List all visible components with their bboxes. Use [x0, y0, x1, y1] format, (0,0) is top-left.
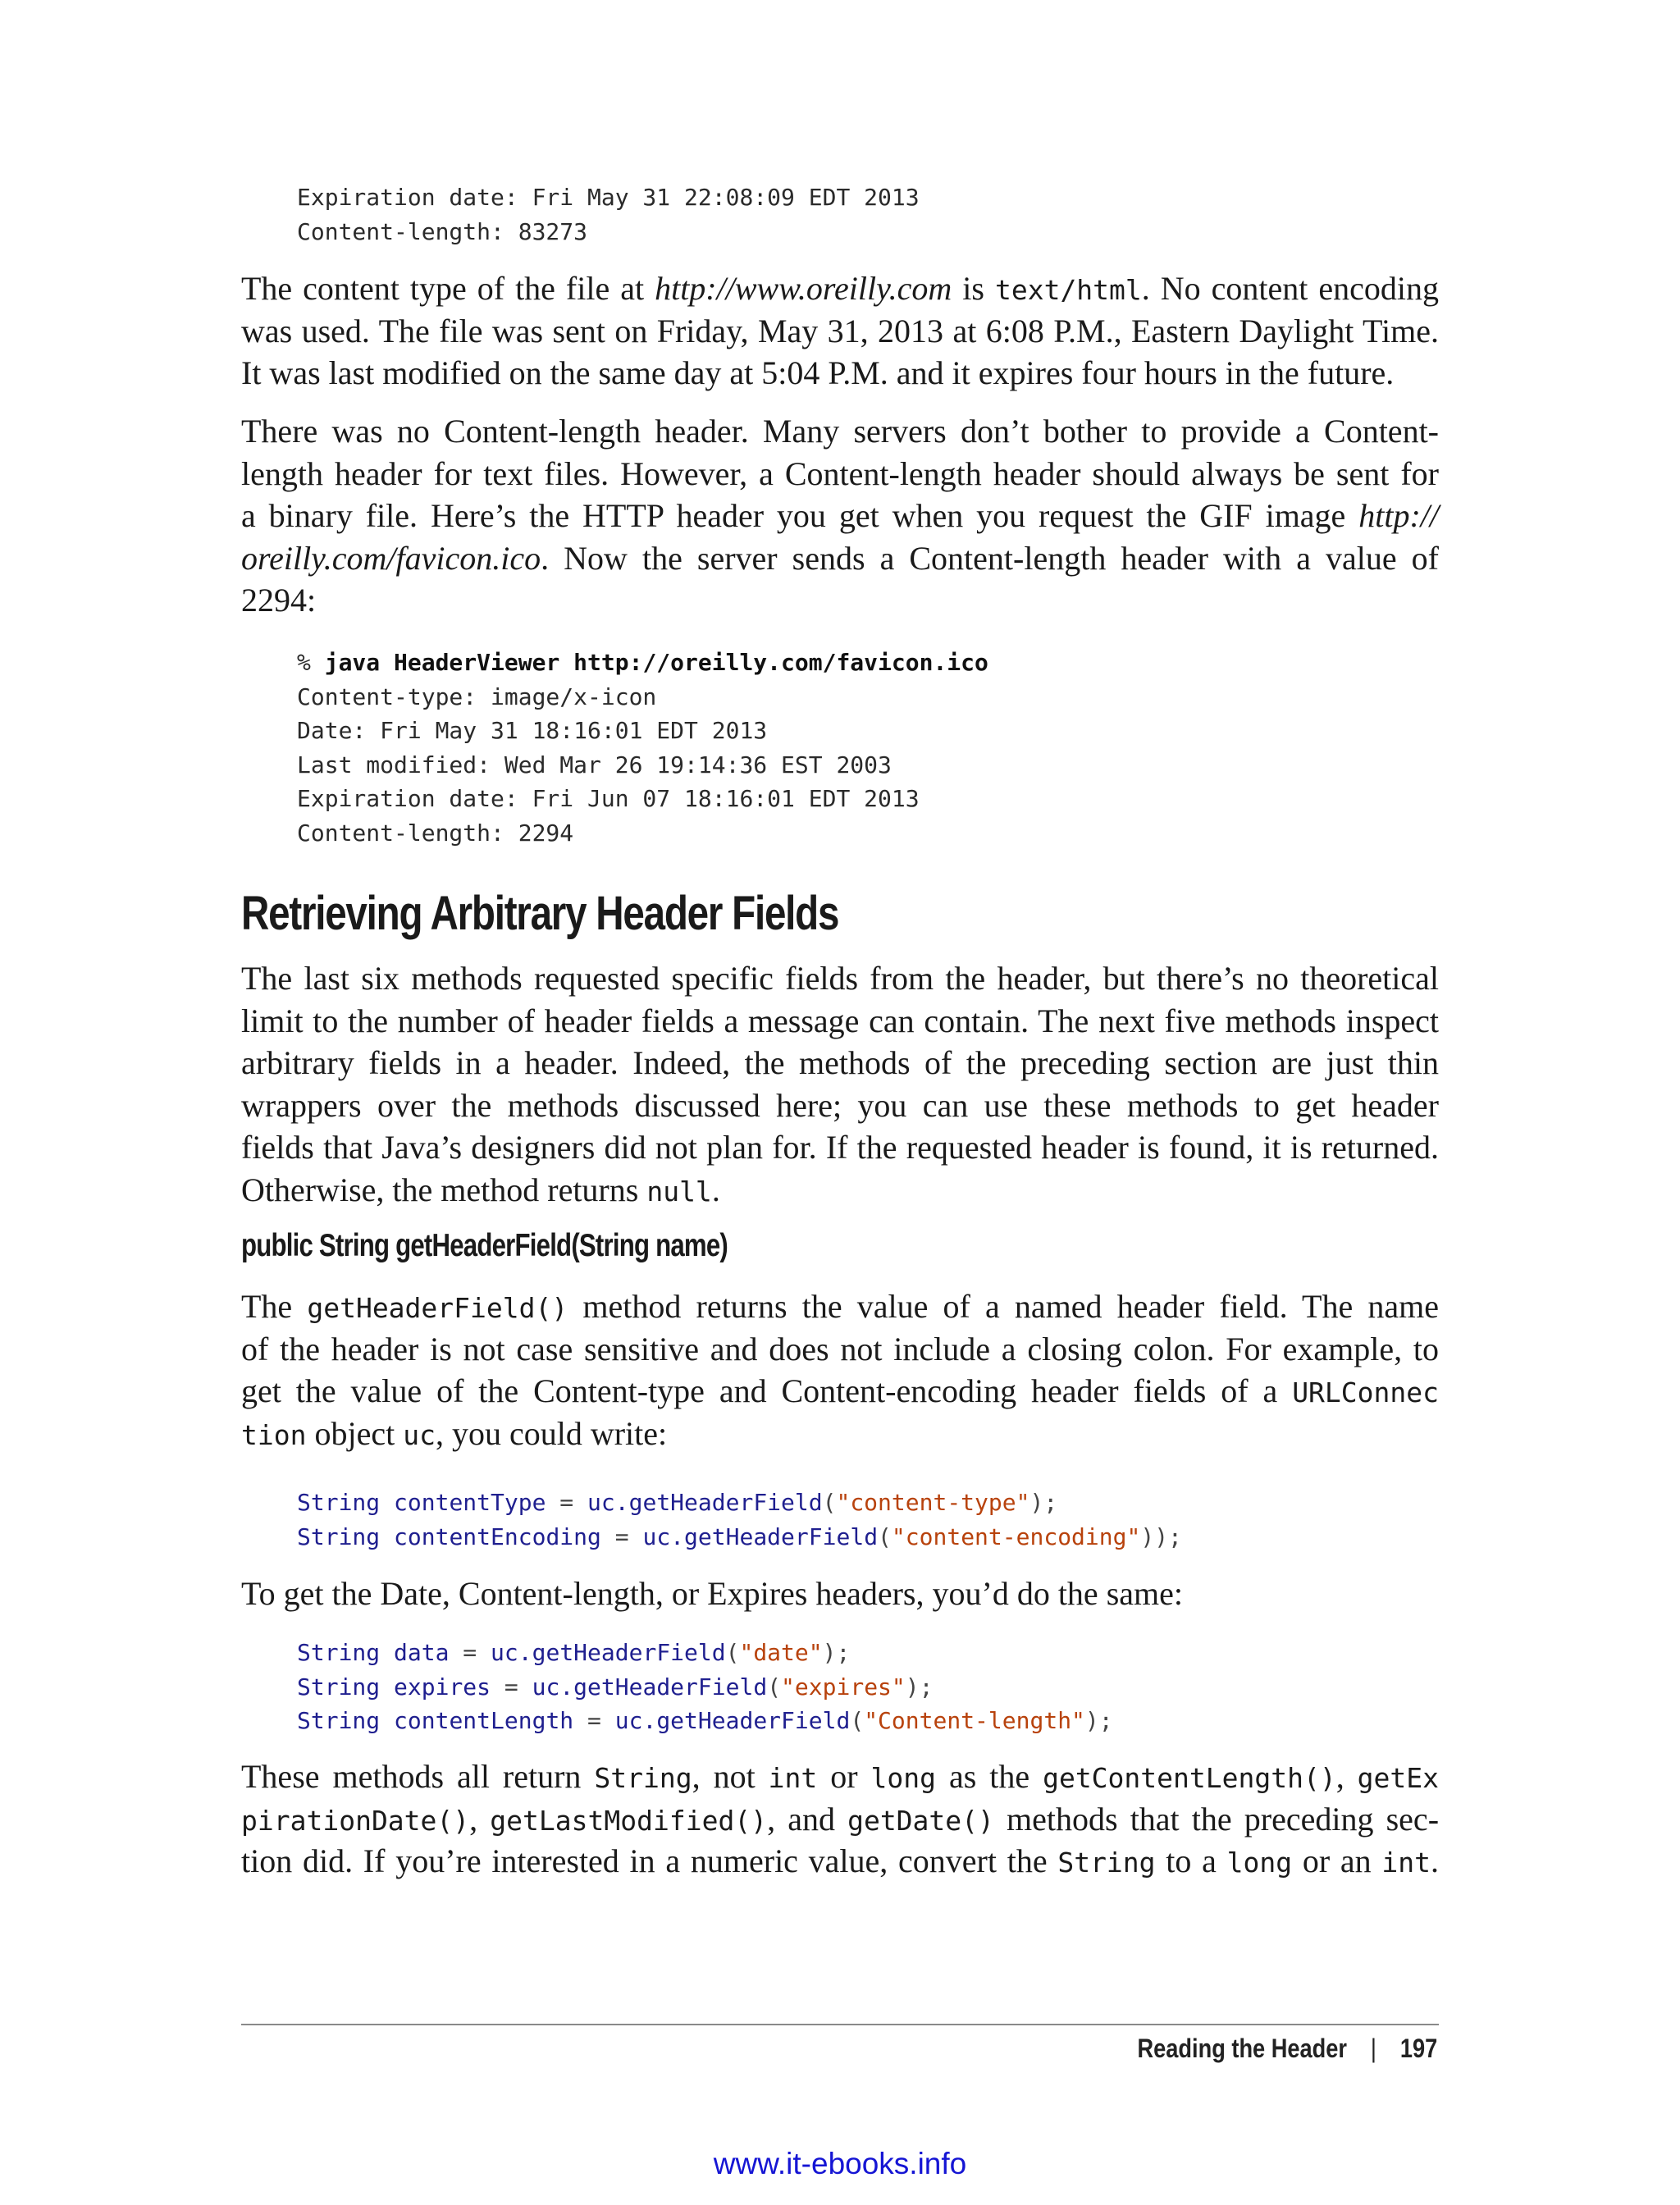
code-line: Content-length: 83273: [297, 217, 588, 245]
watermark-link[interactable]: www.it-ebooks.info: [713, 2147, 967, 2180]
code-line: String expires = uc.getHeaderField("expires");: [297, 1673, 934, 1701]
url-oreilly: http://www.oreilly.com: [655, 270, 952, 307]
code-block-example-2: [297, 1636, 1113, 1738]
page-footer: [1137, 2034, 1437, 2064]
inline-code: getEx: [1357, 1762, 1440, 1794]
code-line: String contentType = uc.getHeaderField("content-type");: [297, 1489, 1058, 1516]
inline-code: long: [870, 1762, 936, 1794]
inline-code: pirationDate(): [241, 1804, 470, 1837]
inline-code: getHeaderField(): [307, 1292, 568, 1324]
footer-rule: [241, 2024, 1439, 2025]
url-favicon: http://: [1358, 497, 1439, 534]
footer-chapter-title: Reading the Header: [1137, 2034, 1347, 2063]
paragraph-content-length: There was no Content-length header. Many servers don’t bother to provide a Content- length header for text files. However, a Content-length header should always be sent for a binary file. Here’s the HTTP header you get when you request the GIF image http:// oreilly.com/favicon.ico. Now the server sends a Content-length header with a value of 2294:: [241, 413, 1439, 619]
footer-separator: |: [1370, 2034, 1376, 2063]
inline-code: getContentLength(): [1043, 1762, 1336, 1794]
inline-code: tion: [241, 1418, 307, 1451]
inline-code: URLConnec: [1292, 1376, 1439, 1408]
page-number: 197: [1399, 2034, 1437, 2063]
paragraph-date-headers: To get the Date, Content-length, or Expires headers, you’d do the same:: [241, 1575, 1183, 1612]
code-line: String contentEncoding = uc.getHeaderField("content-encoding"));: [297, 1522, 1182, 1550]
code-line-command: % java HeaderViewer http://oreilly.com/favicon.ico: [297, 649, 988, 676]
code-block-example-1: [297, 1486, 1182, 1554]
inline-code: getDate(): [847, 1804, 994, 1837]
inline-code: text/html: [994, 274, 1142, 306]
code-line: Date: Fri May 31 18:16:01 EDT 2013: [297, 717, 768, 744]
url-favicon-cont: oreilly.com/favicon.ico: [241, 539, 541, 577]
inline-code: String: [1057, 1847, 1156, 1879]
inline-code: String: [594, 1762, 692, 1794]
inline-code: int: [768, 1762, 818, 1794]
code-line: Expiration date: Fri Jun 07 18:16:01 EDT 2013: [297, 785, 920, 812]
code-line: Last modified: Wed Mar 26 19:14:36 EST 2003: [297, 751, 892, 778]
code-block-headerviewer: [297, 646, 988, 850]
method-heading: public String getHeaderField(String name): [241, 1228, 728, 1263]
section-heading: Retrieving Arbitrary Header Fields: [241, 887, 839, 940]
inline-code: null: [646, 1175, 712, 1208]
paragraph-content-type: The content type of the file at http://www.oreilly.com is text/html. No content encoding was used. The file was sent on Friday, May 31, 2013 at 6:08 P.M., Eastern Daylight Time. It was last modified on the same day at 5:04 P.M. and it expires four hours in the future.: [241, 270, 1439, 391]
code-block-output-top: [297, 180, 920, 249]
code-line: Expiration date: Fri May 31 22:08:09 EDT 2013: [297, 184, 920, 211]
paragraph-return-types: These methods all return String, not int or long as the getContentLength(), getEx pirationDate(), getLastModified(), and getDate() methods that the preceding sec- tion did. If you’re interested in a numeric value, convert the String to a long or an int.: [241, 1758, 1440, 1879]
inline-code: getLastModified(): [490, 1804, 768, 1837]
code-line: Content-type: image/x-icon: [297, 682, 657, 710]
inline-code: int: [1381, 1847, 1431, 1879]
paragraph-getheaderfield: The getHeaderField() method returns the value of a named header field. The name of the header is not case sensitive and does not include a closing colon. For example, to get the value of the Content-type and Content-encoding header fields of a URLConnec tion object uc, you could write:: [241, 1288, 1440, 1452]
code-line: Content-length: 2294: [297, 819, 574, 847]
inline-code: uc: [403, 1418, 436, 1451]
code-line: String data = uc.getHeaderField("date");: [297, 1639, 851, 1666]
paragraph-arbitrary-fields: The last six methods requested specific fields from the header, but there’s no theoretical limit to the number of header fields a message can contain. The next five methods inspect arbitrary fields in a header. Indeed, the methods of the preceding section are just thin wrappers over the methods discussed here; you can use these methods to get header fields that Java’s designers did not plan for. If the requested header is found, it is returned. Otherwise, the method returns null.: [241, 960, 1439, 1208]
code-line: String contentLength = uc.getHeaderField("Content-length");: [297, 1707, 1113, 1734]
inline-code: long: [1226, 1847, 1293, 1879]
